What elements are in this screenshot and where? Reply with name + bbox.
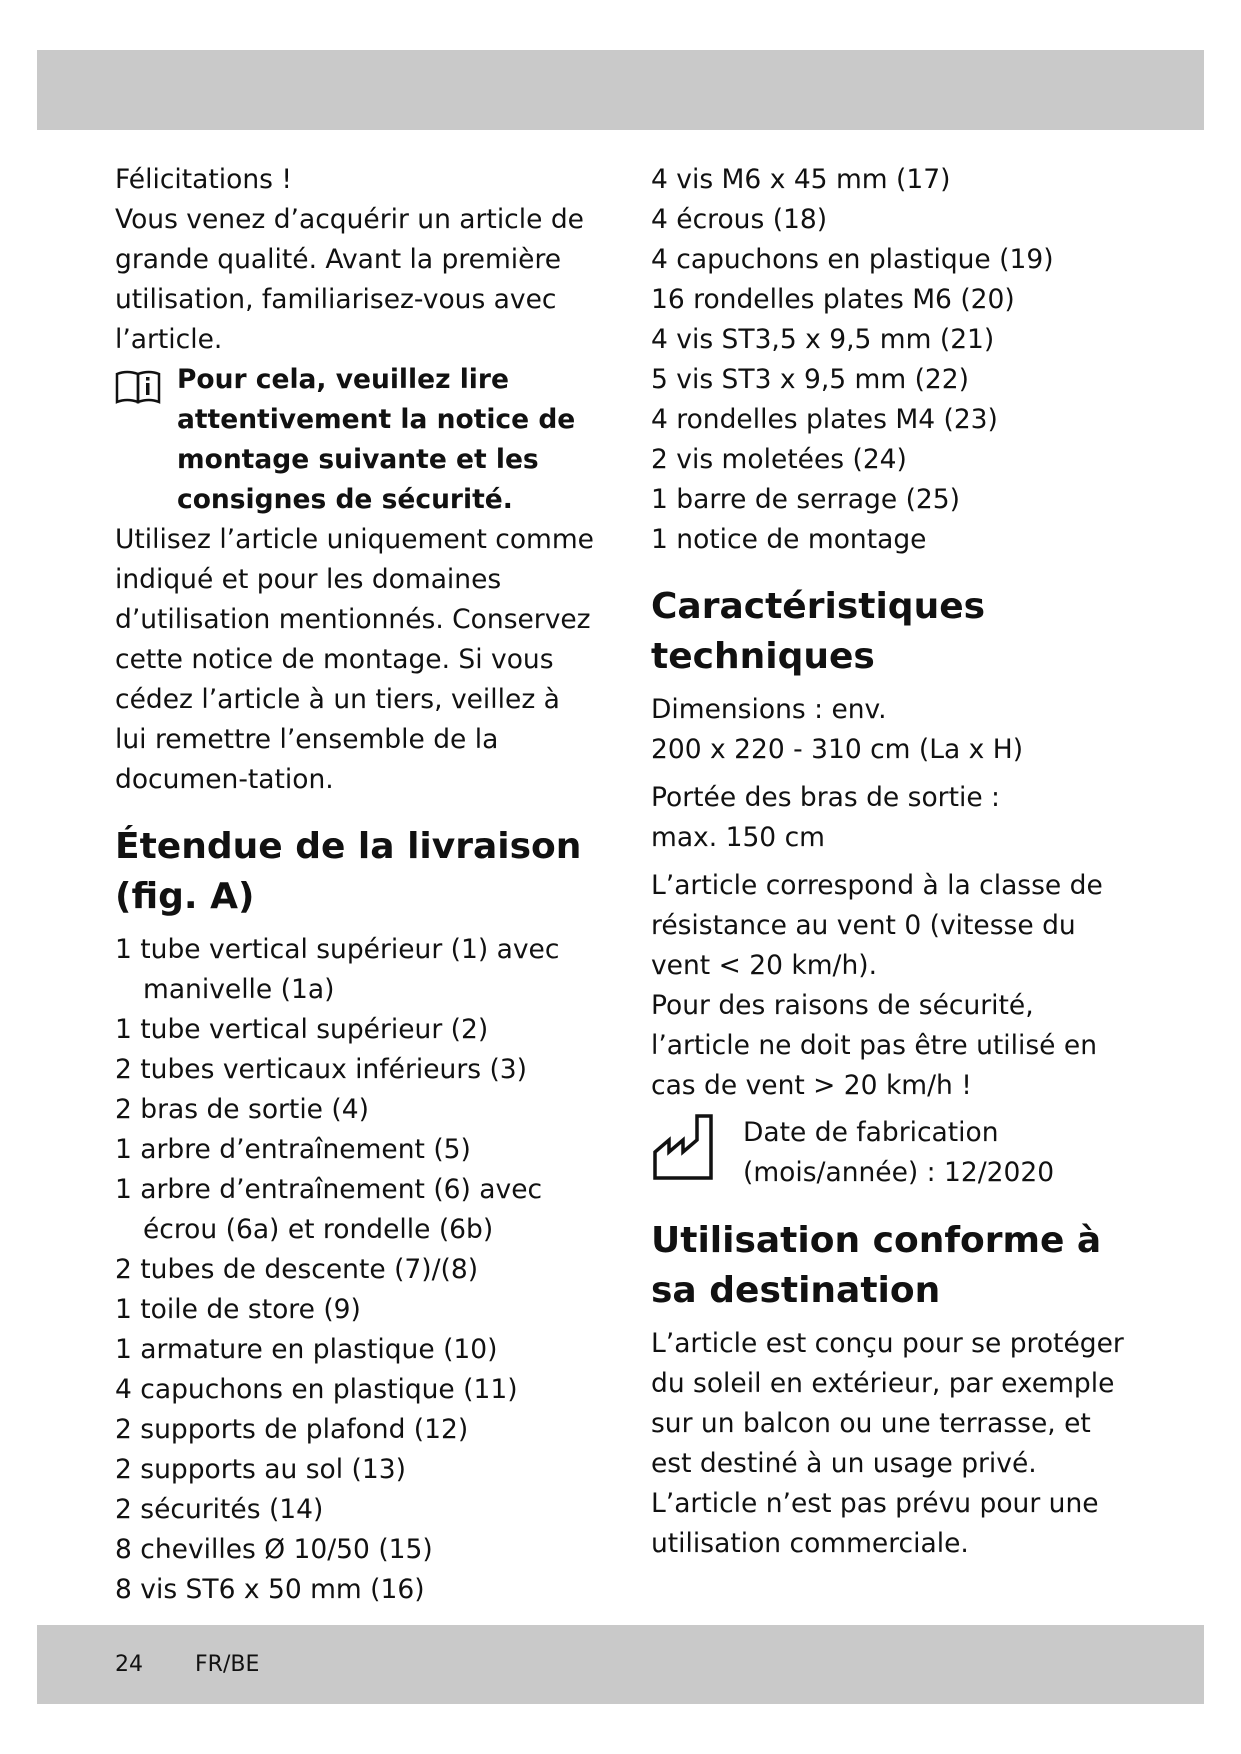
intro-greeting: Félicitations !: [115, 164, 292, 195]
list-item: 4 vis M6 x 45 mm (17): [651, 164, 951, 195]
list-item: 1 tube vertical supérieur (2): [115, 1014, 489, 1045]
list-item: 1 arbre d’entraînement (6) avec écrou (6a) et rondelle (6b): [115, 1174, 543, 1245]
wind-warning: Pour des raisons de sécurité, l’article ne doit pas être utilisé en cas de vent > 20 km/h !: [651, 990, 1097, 1101]
page-number: 24: [115, 1652, 143, 1677]
delivery-list: [115, 930, 595, 1610]
list-item: 4 écrous (18): [651, 204, 828, 235]
date-value: (mois/année) : 12/2020: [743, 1157, 1055, 1188]
list-item: 2 tubes verticaux inférieurs (3): [115, 1054, 527, 1085]
list-item: 1 tube vertical supérieur (1) avec manivelle (1a): [115, 934, 560, 1005]
left-column: [115, 160, 595, 1610]
heading-intended-use: Utilisation conforme à sa destination: [651, 1220, 1102, 1311]
list-item: 8 vis ST6 x 50 mm (16): [115, 1574, 425, 1605]
date-label: Date de fabrication: [743, 1117, 999, 1148]
heading-delivery: Étendue de la livraison (fig. A): [115, 826, 582, 917]
factory-icon: [651, 1112, 743, 1194]
list-item: 4 capuchons en plastique (11): [115, 1374, 518, 1405]
usage-paragraph: Utilisez l’article uniquement comme indiqué et pour les domaines d’utilisation mentionnés. Conservez cette notice de montage. Si vous cédez l’article à un tiers, veillez à lui remettre l’ensemble de la documen-tation.: [115, 524, 594, 795]
list-item: 2 supports de plafond (12): [115, 1414, 469, 1445]
list-item: 2 bras de sortie (4): [115, 1094, 369, 1125]
book-info-icon: [115, 360, 177, 416]
dimensions-label: Dimensions : env.: [651, 694, 887, 725]
language-code: FR/BE: [195, 1652, 260, 1677]
reach-label: Portée des bras de sortie :: [651, 782, 1000, 813]
wind-class: L’article correspond à la classe de résistance au vent 0 (vitesse du vent < 20 km/h).: [651, 870, 1103, 981]
list-item: 5 vis ST3 x 9,5 mm (22): [651, 364, 969, 395]
read-notice: [115, 360, 595, 520]
list-item: 4 vis ST3,5 x 9,5 mm (21): [651, 324, 995, 355]
header-bar: [37, 50, 1204, 130]
use-paragraph: L’article est conçu pour se protéger du soleil en extérieur, par exemple sur un balcon ou une terrasse, et est destiné à un usage privé.: [651, 1328, 1124, 1479]
list-item: 8 chevilles Ø 10/50 (15): [115, 1534, 433, 1565]
dimensions-value: 200 x 220 - 310 cm (La x H): [651, 734, 1024, 765]
list-item: 1 barre de serrage (25): [651, 484, 960, 515]
list-item: 2 vis moletées (24): [651, 444, 907, 475]
list-item: 1 armature en plastique (10): [115, 1334, 498, 1365]
list-item: 2 sécurités (14): [115, 1494, 324, 1525]
reach-value: max. 150 cm: [651, 822, 825, 853]
list-item: 1 arbre d’entraînement (5): [115, 1134, 471, 1165]
list-item: 1 notice de montage: [651, 524, 927, 555]
commercial-note: L’article n’est pas prévu pour une utilisation commerciale.: [651, 1488, 1099, 1559]
notice-text: Pour cela, veuillez lire attentivement la notice de montage suivante et les consignes de sécurité.: [177, 364, 576, 515]
list-item: 16 rondelles plates M6 (20): [651, 284, 1015, 315]
date-text: [743, 1113, 1054, 1193]
list-item: 4 capuchons en plastique (19): [651, 244, 1054, 275]
list-item: 2 supports au sol (13): [115, 1454, 406, 1485]
list-item: 1 toile de store (9): [115, 1294, 361, 1325]
list-item: 2 tubes de descente (7)/(8): [115, 1254, 479, 1285]
manufacture-date: [651, 1112, 1131, 1194]
intro-paragraph: Vous venez d’acquérir un article de grande qualité. Avant la première utilisation, familiarisez-vous avec l’article.: [115, 204, 584, 355]
heading-specs: Caractéristiques techniques: [651, 586, 986, 677]
delivery-list-continued: [651, 160, 1131, 560]
right-column: [651, 160, 1131, 1564]
list-item: 4 rondelles plates M4 (23): [651, 404, 998, 435]
